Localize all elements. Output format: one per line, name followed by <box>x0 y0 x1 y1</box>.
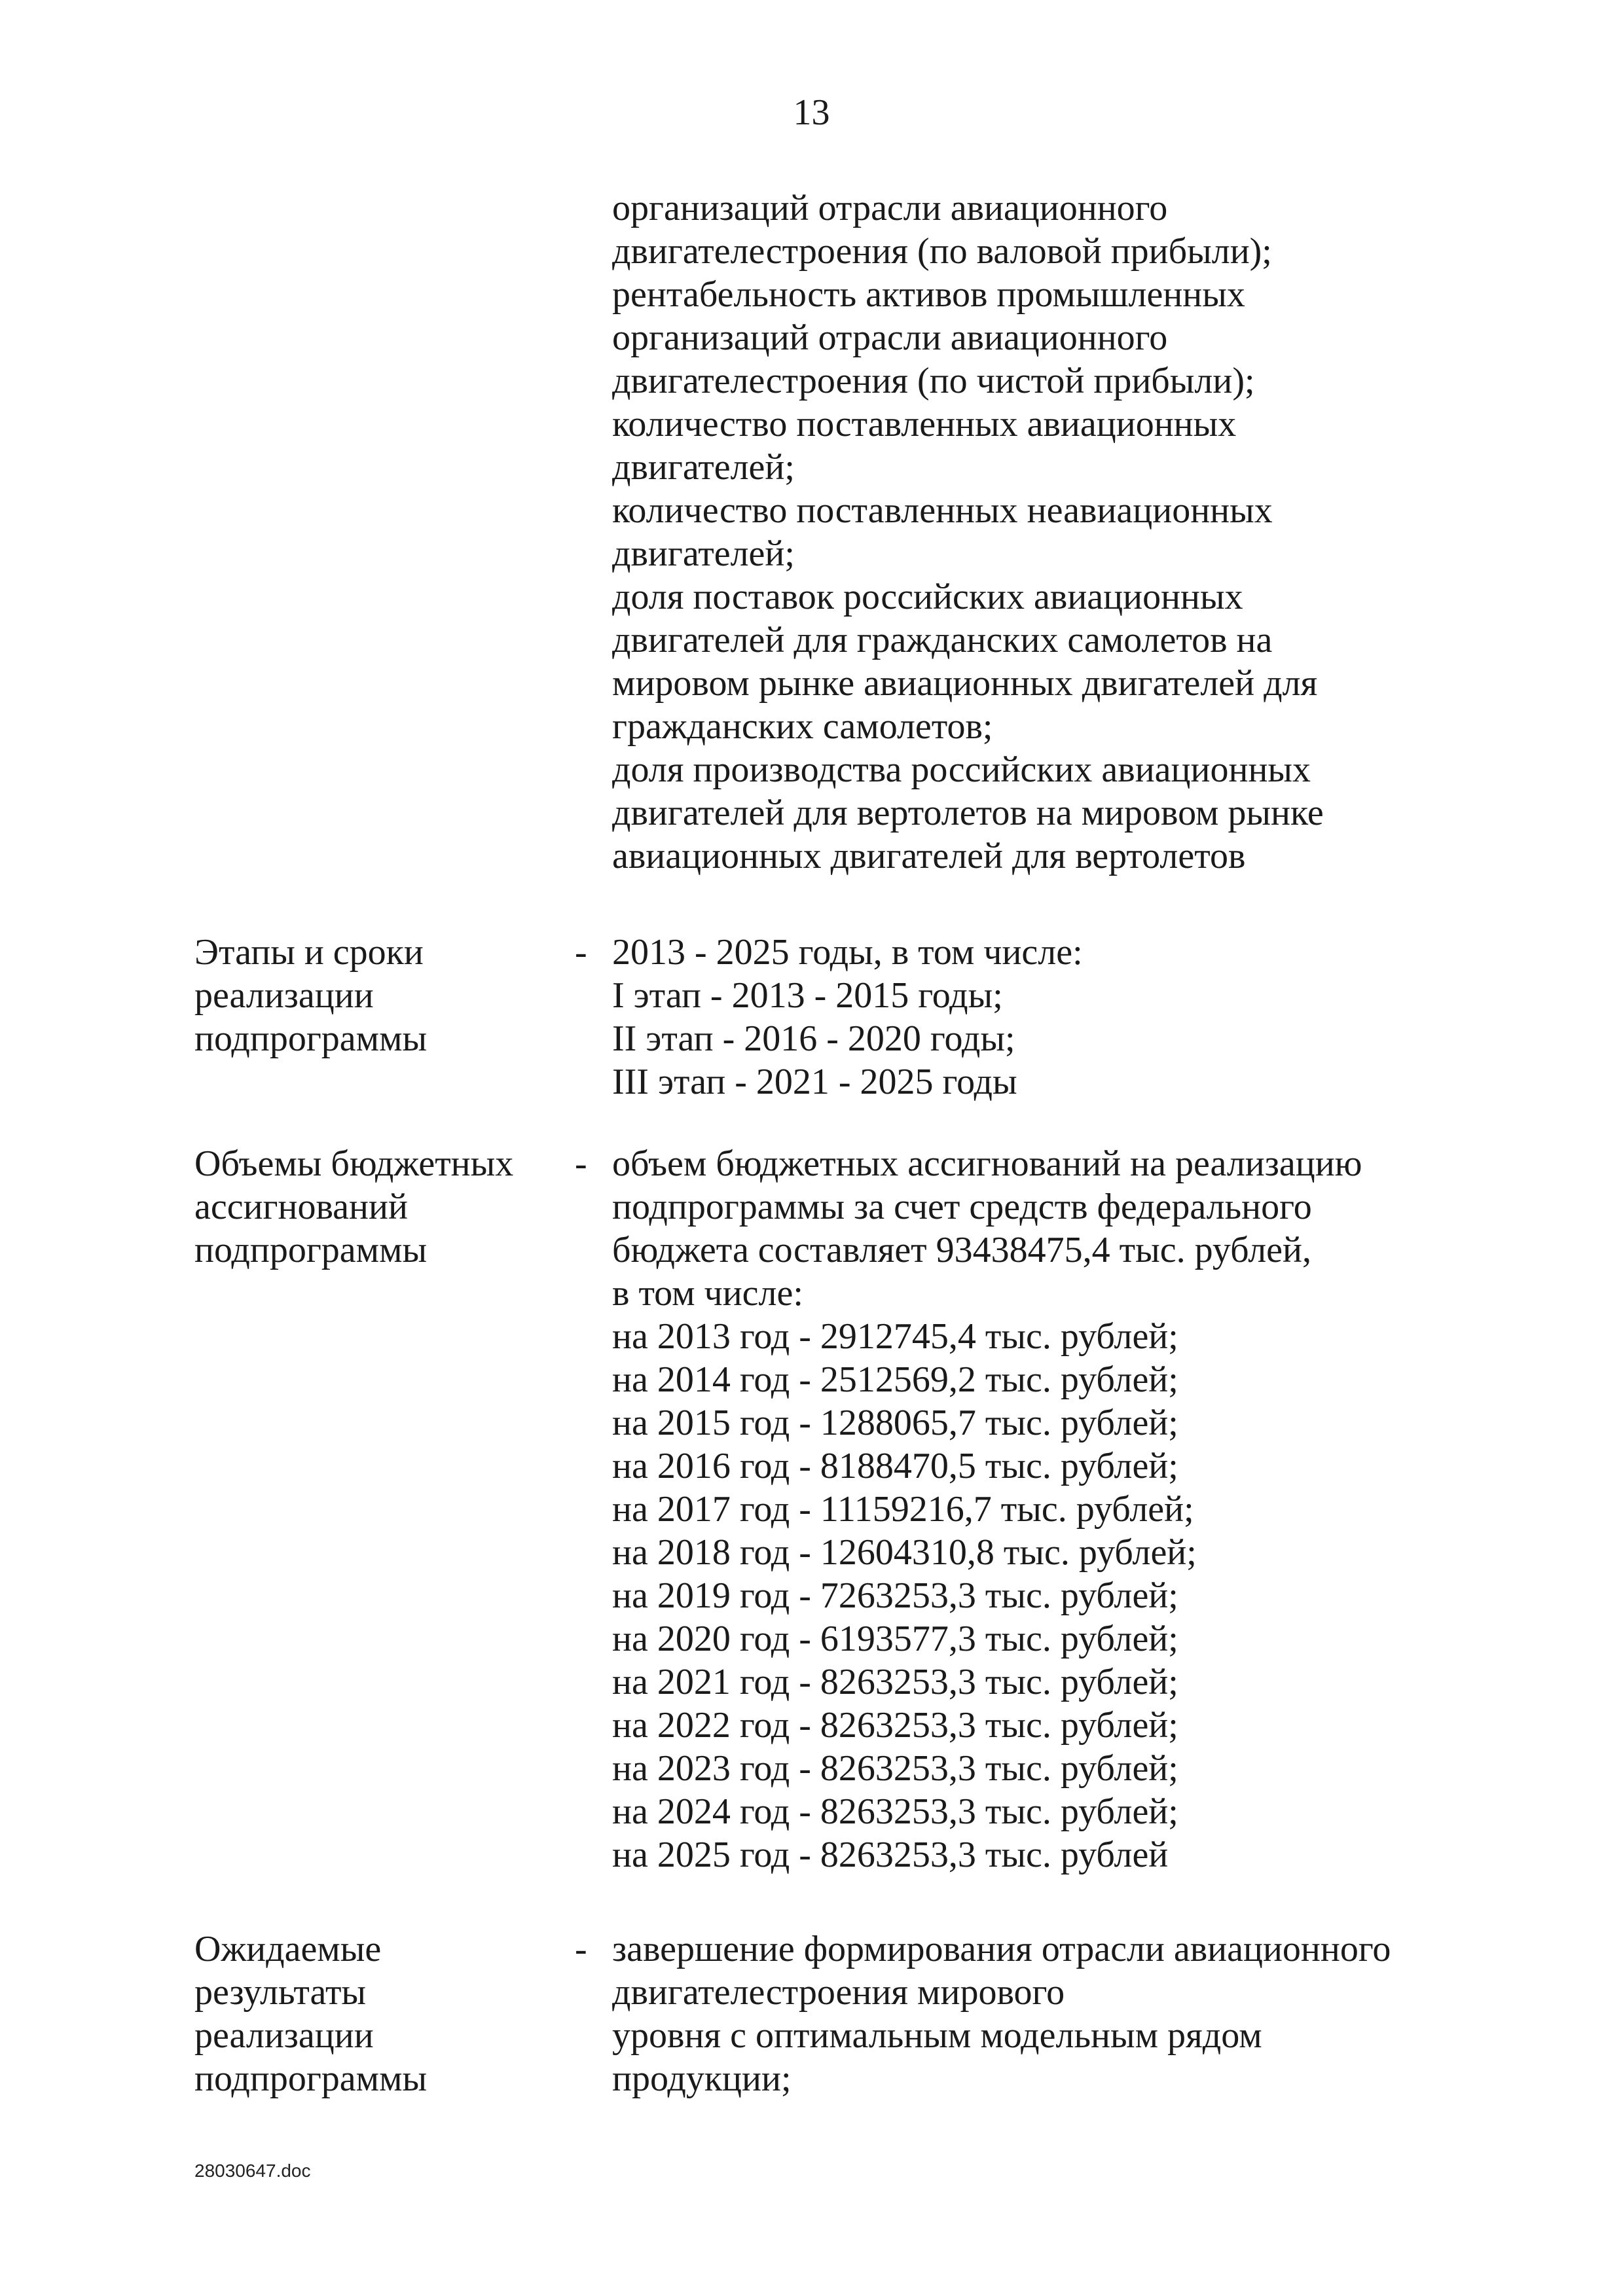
text-line: организаций отрасли авиационного <box>612 188 1168 228</box>
budget-year-line: на 2017 год - 11159216,7 тыс. рублей; <box>612 1489 1194 1530</box>
budget-year-line: на 2015 год - 1288065,7 тыс. рублей; <box>612 1403 1178 1443</box>
stages-dash: - <box>575 932 587 973</box>
text-line: II этап - 2016 - 2020 годы; <box>612 1018 1015 1059</box>
results-body <box>612 1928 1391 2100</box>
text-line: количество поставленных неавиационных <box>612 490 1273 531</box>
text-line: III этап - 2021 - 2025 годы <box>612 1062 1017 1102</box>
continuation-text <box>612 187 1324 878</box>
label-line: подпрограммы <box>194 1230 428 1270</box>
budget-year-line: на 2023 год - 8263253,3 тыс. рублей; <box>612 1748 1178 1789</box>
text-line: двигателестроения (по чистой прибыли); <box>612 361 1255 401</box>
results-dash: - <box>575 1929 587 1969</box>
text-line: рентабельность активов промышленных <box>612 274 1245 315</box>
text-line: количество поставленных авиационных <box>612 404 1237 444</box>
budget-year-line: на 2014 год - 2512569,2 тыс. рублей; <box>612 1359 1178 1400</box>
text-line: 2013 - 2025 годы, в том числе: <box>612 932 1083 973</box>
text-line: авиационных двигателей для вертолетов <box>612 836 1246 876</box>
budget-year-line: на 2013 год - 2912745,4 тыс. рублей; <box>612 1316 1178 1357</box>
text-line: бюджета составляет 93438475,4 тыс. рублей, <box>612 1230 1311 1270</box>
text-line: доля поставок российских авиационных <box>612 577 1243 617</box>
text-line: гражданских самолетов; <box>612 706 993 747</box>
label-line: Объемы бюджетных <box>194 1143 514 1184</box>
text-line: организаций отрасли авиационного <box>612 317 1168 358</box>
budget-year-line: на 2024 год - 8263253,3 тыс. рублей; <box>612 1791 1178 1832</box>
label-line: ассигнований <box>194 1187 408 1227</box>
text-line: двигателей; <box>612 533 795 574</box>
text-line: объем бюджетных ассигнований на реализацию <box>612 1143 1362 1184</box>
document-filename: 28030647.doc <box>194 2161 311 2181</box>
text-line: доля производства российских авиационных <box>612 749 1311 790</box>
budget-year-line: на 2020 год - 6193577,3 тыс. рублей; <box>612 1619 1178 1659</box>
budget-year-line: на 2018 год - 12604310,8 тыс. рублей; <box>612 1532 1197 1573</box>
text-line: в том числе: <box>612 1273 803 1314</box>
text-line: уровня с оптимальным модельным рядом <box>612 2015 1262 2056</box>
text-line: двигателестроения мирового <box>612 1972 1065 2013</box>
text-line: продукции; <box>612 2058 792 2099</box>
label-line: подпрограммы <box>194 1018 428 1059</box>
text-line: подпрограммы за счет средств федерального <box>612 1187 1312 1227</box>
text-line: двигателестроения (по валовой прибыли); <box>612 231 1272 272</box>
budget-year-line: на 2022 год - 8263253,3 тыс. рублей; <box>612 1705 1178 1746</box>
label-line: реализации <box>194 975 374 1016</box>
text-line: двигателей; <box>612 447 795 488</box>
label-line: результаты <box>194 1972 367 2013</box>
label-line: Этапы и сроки <box>194 932 424 973</box>
stages-body <box>612 931 1083 1103</box>
label-line: Ожидаемые <box>194 1929 382 1969</box>
label-line: реализации <box>194 2015 374 2056</box>
stages-label <box>194 931 427 1060</box>
text-line: двигателей для вертолетов на мировом рынке <box>612 793 1324 833</box>
label-line: подпрограммы <box>194 2058 428 2099</box>
results-label <box>194 1928 427 2100</box>
budget-year-line: на 2021 год - 8263253,3 тыс. рублей; <box>612 1662 1178 1702</box>
text-line: мировом рынке авиационных двигателей для <box>612 663 1318 704</box>
budget-year-line: на 2016 год - 8188470,5 тыс. рублей; <box>612 1446 1178 1486</box>
text-line: двигателей для гражданских самолетов на <box>612 620 1273 660</box>
budget-year-line: на 2025 год - 8263253,3 тыс. рублей <box>612 1835 1169 1875</box>
text-line: завершение формирования отрасли авиационного <box>612 1929 1391 1969</box>
text-line: I этап - 2013 - 2015 годы; <box>612 975 1003 1016</box>
budget-year-line: на 2019 год - 7263253,3 тыс. рублей; <box>612 1575 1178 1616</box>
budget-dash: - <box>575 1143 587 1184</box>
budget-body <box>612 1142 1362 1876</box>
budget-label <box>194 1142 513 1272</box>
page-number: 13 <box>793 92 830 133</box>
